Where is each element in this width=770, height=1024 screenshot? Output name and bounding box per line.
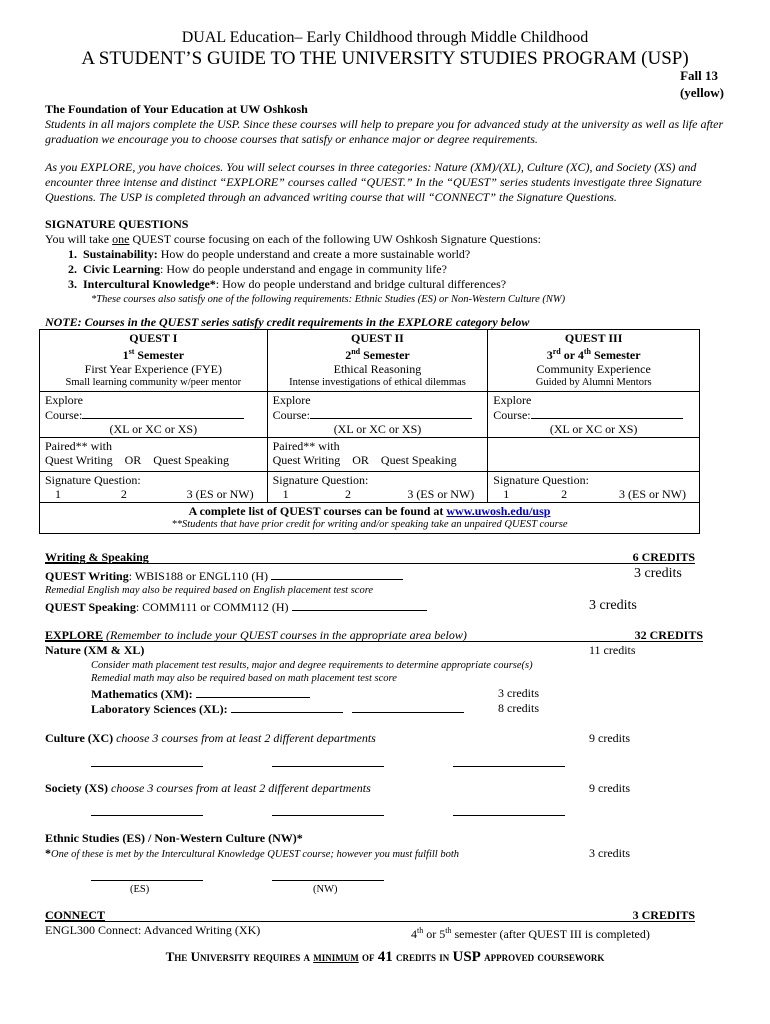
quest-speaking-blank[interactable] — [292, 599, 427, 611]
connect-course: ENGL300 Connect: Advanced Writing (XK) — [45, 923, 261, 937]
explore-label: Explore — [493, 393, 532, 407]
ethnic-credits: 3 credits — [589, 846, 630, 860]
course-blank[interactable] — [82, 407, 244, 419]
quest-semester: 3rd or 4th Semester — [546, 347, 641, 362]
quest-3-header — [488, 330, 700, 392]
header-line-1: DUAL Education– Early Childhood through Middle Childhood — [181, 29, 589, 46]
quest-1-header — [40, 330, 268, 392]
lab-blank-1[interactable] — [231, 701, 343, 713]
ethnic-note: *One of these is met by the Intercultural Knowledge QUEST course; however you must fulfill both — [45, 846, 459, 860]
nature-label: Nature (XM & XL) — [45, 643, 145, 657]
quest-desc: Intense investigations of ethical dilemmas — [289, 377, 466, 388]
lab-line: Laboratory Sciences (XL): — [91, 701, 464, 717]
quest-2-header — [267, 330, 488, 392]
quest-title: QUEST II — [351, 331, 404, 345]
explore-label: Explore — [45, 393, 83, 407]
sigq-options: 1 2 3 (ES or NW) — [282, 487, 475, 501]
quest-sub: First Year Experience (FYE) — [84, 362, 222, 376]
remedial-english-note: Remedial English may also be required based on English placement test score — [45, 585, 374, 596]
quest-3-paired — [488, 438, 700, 472]
quest-writing-line: QUEST Writing: WBIS188 or ENGL110 (H) — [45, 568, 403, 584]
connect-title: CONNECT — [45, 908, 106, 922]
quest-note: NOTE: Courses in the QUEST series satisfy credit requirements in the EXPLORE category below — [45, 315, 530, 329]
usp-link[interactable]: www.uwosh.edu/usp — [446, 504, 551, 518]
quest-1-paired — [40, 438, 268, 472]
society-blank-1[interactable] — [91, 815, 203, 816]
sigq-label: Signature Question: — [45, 473, 141, 487]
footer-requirement: The University requires a minimum of 41 credits in USP approved coursework — [165, 949, 605, 965]
writing-title: Writing & Speaking — [45, 550, 149, 564]
sigq-label: Signature Question: — [493, 473, 589, 487]
explore-credits: 32 CREDITS — [634, 628, 703, 642]
culture-line: Culture (XC) choose 3 courses from at least 2 different departments — [45, 731, 376, 745]
category-options: (XL or XC or XS) — [549, 422, 638, 436]
connect-rule — [45, 921, 695, 922]
quest-list-text: A complete list of QUEST courses can be found at www.uwosh.edu/usp — [188, 504, 551, 518]
quest-1-explore — [40, 392, 268, 438]
nature-credits: 11 credits — [589, 643, 636, 657]
item-term: Civic Learning — [83, 262, 160, 276]
explore-title: EXPLORE (Remember to include your QUEST courses in the appropriate area below) — [45, 628, 467, 642]
signature-item-2 — [68, 262, 447, 277]
connect-when: 4th or 5th semester (after QUEST III is completed) — [411, 926, 650, 941]
quest-desc: Guided by Alumni Mentors — [535, 377, 652, 388]
ethnic-title: Ethnic Studies (ES) / Non-Western Culture (NW)* — [45, 831, 303, 845]
foundation-title: The Foundation of Your Education at UW Oshkosh — [45, 102, 308, 116]
course-line: Course: — [45, 407, 262, 422]
term-label: Fall 13 — [680, 68, 718, 83]
signature-item-1 — [68, 247, 470, 262]
quest-3-explore — [488, 392, 700, 438]
paired-options: Quest Writing OR Quest Speaking — [272, 453, 457, 467]
math-line: Mathematics (XM): — [91, 686, 310, 702]
quest-sub: Community Experience — [536, 362, 651, 376]
writing-credits: 6 CREDITS — [632, 550, 695, 564]
explore-label: Explore — [272, 393, 311, 407]
quest-header-row — [40, 330, 700, 392]
lab-credits: 8 credits — [498, 701, 539, 715]
culture-credits: 9 credits — [589, 731, 630, 745]
item-text: : How do people understand and bridge cultural differences? — [215, 277, 507, 291]
es-blank[interactable] — [91, 880, 203, 881]
signature-item-3 — [68, 277, 506, 292]
item-term: Intercultural Knowledge* — [83, 277, 216, 291]
sigq-label: Signature Question: — [272, 473, 369, 487]
quest-sub: Ethical Reasoning — [333, 362, 422, 376]
item-number: 2. — [68, 262, 77, 276]
course-blank[interactable] — [531, 407, 683, 419]
page-title: A STUDENT’S GUIDE TO THE UNIVERSITY STUDIES PROGRAM (USP) — [81, 48, 689, 69]
math-blank[interactable] — [196, 686, 310, 698]
quest-1-signature — [40, 472, 268, 503]
intro-pre: You will take — [45, 232, 113, 246]
explore-rule — [45, 641, 703, 642]
quest-writing-blank[interactable] — [271, 568, 403, 580]
quest-2-signature — [267, 472, 488, 503]
quest-semester: 1st Semester — [122, 347, 185, 362]
writing-rule — [45, 563, 695, 564]
nature-note-2: Remedial math may also be required based on math placement test score — [91, 673, 397, 684]
course-blank[interactable] — [310, 407, 472, 419]
nature-note-1: Consider math placement test results, major and degree requirements to determine appropriate course(s) — [91, 660, 533, 671]
society-blank-3[interactable] — [453, 815, 565, 816]
culture-blank-2[interactable] — [272, 766, 384, 767]
quest-speaking-credits: 3 credits — [589, 598, 637, 613]
signature-note: *These courses also satisfy one of the following requirements: Ethnic Studies (ES) or Non-Western Culture (NW) — [91, 294, 566, 305]
item-number: 3. — [68, 277, 77, 291]
quest-3-signature — [488, 472, 700, 503]
category-options: (XL or XC or XS) — [109, 422, 198, 436]
quest-list-note: **Students that have prior credit for writing and/or speaking take an unpaired QUEST course — [171, 519, 568, 530]
quest-title: QUEST III — [564, 331, 623, 345]
nw-label: (NW) — [313, 884, 338, 895]
category-options: (XL or XC or XS) — [333, 422, 422, 436]
quest-list-cell — [40, 503, 700, 534]
foundation-text: Students in all majors complete the USP. Since these courses will help to prepare you for advanced study at the university as well as life after graduation we encourage you to choose courses that satisfy or enhance major or degree requirements. — [45, 117, 724, 146]
connect-credits: 3 CREDITS — [632, 908, 695, 922]
sigq-options: 1 2 3 (ES or NW) — [55, 487, 254, 501]
color-label: (yellow) — [679, 85, 724, 100]
quest-list-row — [40, 503, 700, 534]
item-text: How do people understand and create a more sustainable world? — [157, 247, 471, 261]
quest-signature-row — [40, 472, 700, 503]
course-line: Course: — [493, 407, 694, 422]
culture-blank-1[interactable] — [91, 766, 203, 767]
quest-desc: Small learning community w/peer mentor — [65, 377, 242, 388]
quest-explore-row — [40, 392, 700, 438]
paired-options: Quest Writing OR Quest Speaking — [45, 453, 229, 467]
culture-blank-3[interactable] — [453, 766, 565, 767]
item-number: 1. — [68, 247, 77, 261]
course-line: Course: — [273, 407, 483, 422]
math-credits: 3 credits — [498, 686, 539, 700]
quest-2-explore — [267, 392, 488, 438]
quest-title: QUEST I — [129, 331, 178, 345]
quest-speaking-line: QUEST Speaking: COMM111 or COMM112 (H) — [45, 599, 427, 615]
society-credits: 9 credits — [589, 781, 630, 795]
society-blank-2[interactable] — [272, 815, 384, 816]
quest-table — [39, 329, 700, 534]
paired-label: Paired** with — [45, 439, 112, 453]
paired-label: Paired** with — [272, 439, 340, 453]
lab-blank-2[interactable] — [352, 701, 464, 713]
intro-one: one — [112, 232, 130, 246]
item-text: : How do people understand and engage in community life? — [160, 262, 447, 276]
explore-paragraph: As you EXPLORE, you have choices. You will select courses in three categories: Nature (XM)/(XL), Culture (XC), and Society (XS) and encounter three intense and distinct “EXPLORE” courses called “QUEST.” In the “QUEST” series students investigate three Signature Questions. The USP is completed through an advanced writing course that will “CONNECT” the Signature Questions. — [45, 160, 702, 204]
item-term: Sustainability: — [83, 247, 158, 261]
signature-intro — [45, 232, 541, 247]
signature-title: SIGNATURE QUESTIONS — [45, 217, 189, 231]
quest-2-paired — [267, 438, 488, 472]
quest-paired-row — [40, 438, 700, 472]
es-label: (ES) — [130, 884, 150, 895]
intro-post: QUEST course focusing on each of the following UW Oshkosh Signature Questions: — [129, 232, 541, 246]
quest-writing-credits: 3 credits — [634, 566, 682, 581]
society-line: Society (XS) choose 3 courses from at least 2 different departments — [45, 781, 371, 795]
sigq-options: 1 2 3 (ES or NW) — [503, 487, 686, 501]
quest-semester: 2nd Semester — [345, 347, 410, 362]
nw-blank[interactable] — [272, 880, 384, 881]
